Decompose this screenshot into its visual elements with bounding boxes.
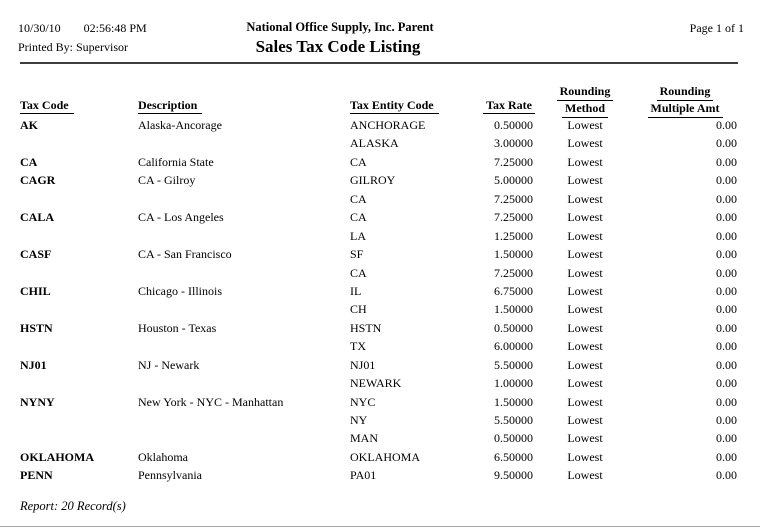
table-row [0, 431, 760, 449]
cell-tax-code: CALA [20, 210, 55, 225]
cell-tax-rate: 7.25000 [494, 154, 533, 169]
column-header-tax-code [20, 99, 74, 114]
cell-description: Pennsylvania [138, 468, 202, 483]
cell-rounding-multiple-amt: 0.00 [716, 413, 737, 427]
cell-rounding-multiple-amt: 0.00 [716, 449, 737, 464]
cell-tax-entity-code: ALASKA [350, 136, 399, 151]
column-header-label: Method [562, 101, 608, 118]
cell-tax-code: NYNY [20, 394, 55, 409]
cell-description: CA - San Francisco [138, 247, 232, 262]
cell-rounding-method: Lowest [567, 265, 603, 280]
cell-description [138, 229, 350, 247]
cell-tax-code [20, 229, 138, 247]
cell-tax-entity-code: NEWARK [350, 376, 402, 391]
cell-description: New York - NYC - Manhattan [138, 394, 284, 409]
cell-tax-code [20, 376, 138, 394]
cell-rounding-multiple-amt: 0.00 [716, 247, 737, 262]
table-row [0, 468, 760, 486]
cell-description: Houston - Texas [138, 320, 217, 335]
cell-tax-entity-code: GILROY [350, 173, 396, 188]
cell-tax-code [20, 136, 138, 154]
cell-description: CA - Gilroy [138, 173, 196, 188]
column-header-label: Tax Entity Code [350, 99, 439, 114]
cell-rounding-multiple-amt: 0.00 [716, 431, 737, 446]
cell-rounding-multiple-amt: 0.00 [716, 357, 737, 372]
column-header-label: Tax Code [20, 99, 74, 114]
cell-tax-rate: 7.25000 [494, 265, 533, 280]
cell-rounding-method: Lowest [567, 118, 603, 132]
cell-description: California State [138, 154, 214, 169]
cell-description: Chicago - Illinois [138, 283, 222, 298]
cell-tax-entity-code: IL [350, 283, 362, 298]
cell-rounding-multiple-amt: 0.00 [716, 283, 737, 298]
company-name: National Office Supply, Inc. Parent [246, 20, 434, 34]
cell-rounding-method: Lowest [567, 468, 603, 483]
cell-tax-entity-code: SF [350, 247, 364, 262]
cell-tax-rate: 1.00000 [494, 376, 533, 391]
cell-rounding-method: Lowest [567, 228, 603, 243]
printed-by: Printed By: Supervisor [18, 40, 128, 54]
cell-tax-rate: 6.75000 [494, 283, 533, 298]
cell-tax-rate: 6.50000 [494, 449, 533, 464]
cell-tax-entity-code: TX [350, 339, 366, 354]
cell-rounding-method: Lowest [567, 173, 603, 188]
cell-tax-entity-code: NY [350, 413, 368, 427]
column-header-label: Description [138, 99, 202, 114]
column-header-rounding-multiple-amt [633, 84, 737, 118]
report-title: Sales Tax Code Listing [255, 37, 421, 56]
table-row [0, 210, 760, 228]
cell-tax-entity-code: HSTN [350, 320, 382, 335]
cell-rounding-multiple-amt: 0.00 [716, 376, 737, 391]
cell-tax-rate: 7.25000 [494, 191, 533, 206]
cell-tax-code [20, 192, 138, 210]
cell-rounding-method: Lowest [567, 357, 603, 372]
cell-rounding-multiple-amt: 0.00 [716, 265, 737, 280]
cell-tax-entity-code: MAN [350, 431, 379, 446]
cell-description [138, 376, 350, 394]
cell-rounding-multiple-amt: 0.00 [716, 136, 737, 151]
cell-tax-code [20, 266, 138, 284]
table-row [0, 395, 760, 413]
table-row [0, 266, 760, 284]
cell-tax-rate: 3.00000 [494, 136, 533, 151]
cell-tax-entity-code: CA [350, 265, 367, 280]
cell-tax-code: OKLAHOMA [20, 449, 94, 464]
cell-rounding-method: Lowest [567, 136, 603, 151]
cell-rounding-method: Lowest [567, 302, 603, 317]
table-row [0, 192, 760, 210]
cell-tax-rate: 1.25000 [494, 228, 533, 243]
table-row [0, 155, 760, 173]
table-row [0, 229, 760, 247]
cell-tax-rate: 5.00000 [494, 173, 533, 188]
cell-description: Alaska-Ancorage [138, 118, 222, 132]
cell-tax-rate: 5.50000 [494, 413, 533, 427]
cell-description [138, 302, 350, 320]
cell-tax-entity-code: LA [350, 228, 366, 243]
cell-tax-rate: 6.00000 [494, 339, 533, 354]
cell-tax-rate: 0.50000 [494, 320, 533, 335]
table-row [0, 136, 760, 154]
column-header-tax-entity-code [350, 99, 439, 114]
cell-description [138, 431, 350, 449]
cell-rounding-multiple-amt: 0.00 [716, 154, 737, 169]
report-datetime [18, 21, 147, 36]
cell-description [138, 266, 350, 284]
column-header-label: Tax Rate [483, 99, 535, 114]
cell-tax-rate: 5.50000 [494, 357, 533, 372]
cell-tax-code: CAGR [20, 173, 56, 188]
cell-tax-code: CASF [20, 247, 52, 262]
column-header-tax-rate [453, 99, 535, 114]
cell-tax-entity-code: NJ01 [350, 357, 376, 372]
column-header-label: Rounding [657, 84, 714, 101]
table-row [0, 339, 760, 357]
cell-description [138, 192, 350, 210]
cell-rounding-method: Lowest [567, 320, 603, 335]
cell-tax-rate: 0.50000 [494, 118, 533, 132]
cell-description [138, 339, 350, 357]
cell-rounding-method: Lowest [567, 394, 603, 409]
cell-tax-code: CA [20, 154, 38, 169]
cell-rounding-multiple-amt: 0.00 [716, 468, 737, 483]
cell-tax-entity-code: CA [350, 191, 367, 206]
cell-tax-entity-code: CH [350, 302, 367, 317]
cell-rounding-method: Lowest [567, 210, 603, 225]
page-indicator: Page 1 of 1 [689, 21, 744, 35]
cell-tax-entity-code: ANCHORAGE [350, 118, 426, 132]
cell-rounding-method: Lowest [567, 247, 603, 262]
header-rule [20, 62, 738, 64]
cell-tax-rate: 0.50000 [494, 431, 533, 446]
report-time: 02:56:48 PM [83, 21, 147, 35]
cell-tax-code: PENN [20, 468, 53, 483]
column-header-description [138, 99, 202, 114]
cell-tax-code [20, 339, 138, 357]
table-row [0, 450, 760, 468]
table-row [0, 118, 760, 136]
table-row [0, 302, 760, 320]
cell-tax-code [20, 413, 138, 431]
table-row [0, 376, 760, 394]
cell-tax-code: CHIL [20, 283, 51, 298]
cell-rounding-method: Lowest [567, 339, 603, 354]
cell-description: NJ - Newark [138, 357, 200, 372]
cell-description: Oklahoma [138, 449, 188, 464]
cell-tax-entity-code: OKLAHOMA [350, 449, 420, 464]
report-footer: Report: 20 Record(s) [20, 499, 126, 513]
table-rows [0, 118, 760, 487]
cell-tax-rate: 1.50000 [494, 247, 533, 262]
column-header-label: Rounding [557, 84, 614, 101]
cell-tax-code [20, 431, 138, 449]
cell-rounding-method: Lowest [567, 449, 603, 464]
cell-tax-entity-code: PA01 [350, 468, 377, 483]
table-row [0, 413, 760, 431]
cell-tax-rate: 1.50000 [494, 394, 533, 409]
cell-rounding-method: Lowest [567, 431, 603, 446]
cell-tax-code: NJ01 [20, 357, 47, 372]
cell-rounding-method: Lowest [567, 376, 603, 391]
table-row [0, 358, 760, 376]
report-date: 10/30/10 [18, 21, 61, 35]
cell-tax-entity-code: NYC [350, 394, 376, 409]
table-row [0, 284, 760, 302]
table-row [0, 321, 760, 339]
cell-tax-rate: 7.25000 [494, 210, 533, 225]
cell-rounding-multiple-amt: 0.00 [716, 210, 737, 225]
cell-rounding-multiple-amt: 0.00 [716, 394, 737, 409]
cell-tax-rate: 9.50000 [494, 468, 533, 483]
cell-description [138, 136, 350, 154]
cell-rounding-multiple-amt: 0.00 [716, 320, 737, 335]
cell-rounding-method: Lowest [567, 154, 603, 169]
cell-tax-code [20, 302, 138, 320]
cell-description: CA - Los Angeles [138, 210, 224, 225]
cell-tax-rate: 1.50000 [494, 302, 533, 317]
cell-rounding-method: Lowest [567, 413, 603, 427]
cell-rounding-multiple-amt: 0.00 [716, 302, 737, 317]
cell-rounding-multiple-amt: 0.00 [716, 228, 737, 243]
cell-tax-entity-code: CA [350, 154, 367, 169]
table-row [0, 247, 760, 265]
column-header-label: Multiple Amt [648, 101, 723, 118]
page-bottom-edge [0, 526, 760, 527]
cell-rounding-method: Lowest [567, 191, 603, 206]
cell-tax-code: AK [20, 118, 38, 132]
cell-rounding-multiple-amt: 0.00 [716, 118, 737, 132]
cell-rounding-multiple-amt: 0.00 [716, 173, 737, 188]
column-header-rounding-method [541, 84, 629, 118]
table-row [0, 173, 760, 191]
cell-rounding-multiple-amt: 0.00 [716, 339, 737, 354]
cell-description [138, 413, 350, 431]
cell-rounding-method: Lowest [567, 283, 603, 298]
cell-rounding-multiple-amt: 0.00 [716, 191, 737, 206]
cell-tax-entity-code: CA [350, 210, 367, 225]
cell-tax-code: HSTN [20, 320, 53, 335]
